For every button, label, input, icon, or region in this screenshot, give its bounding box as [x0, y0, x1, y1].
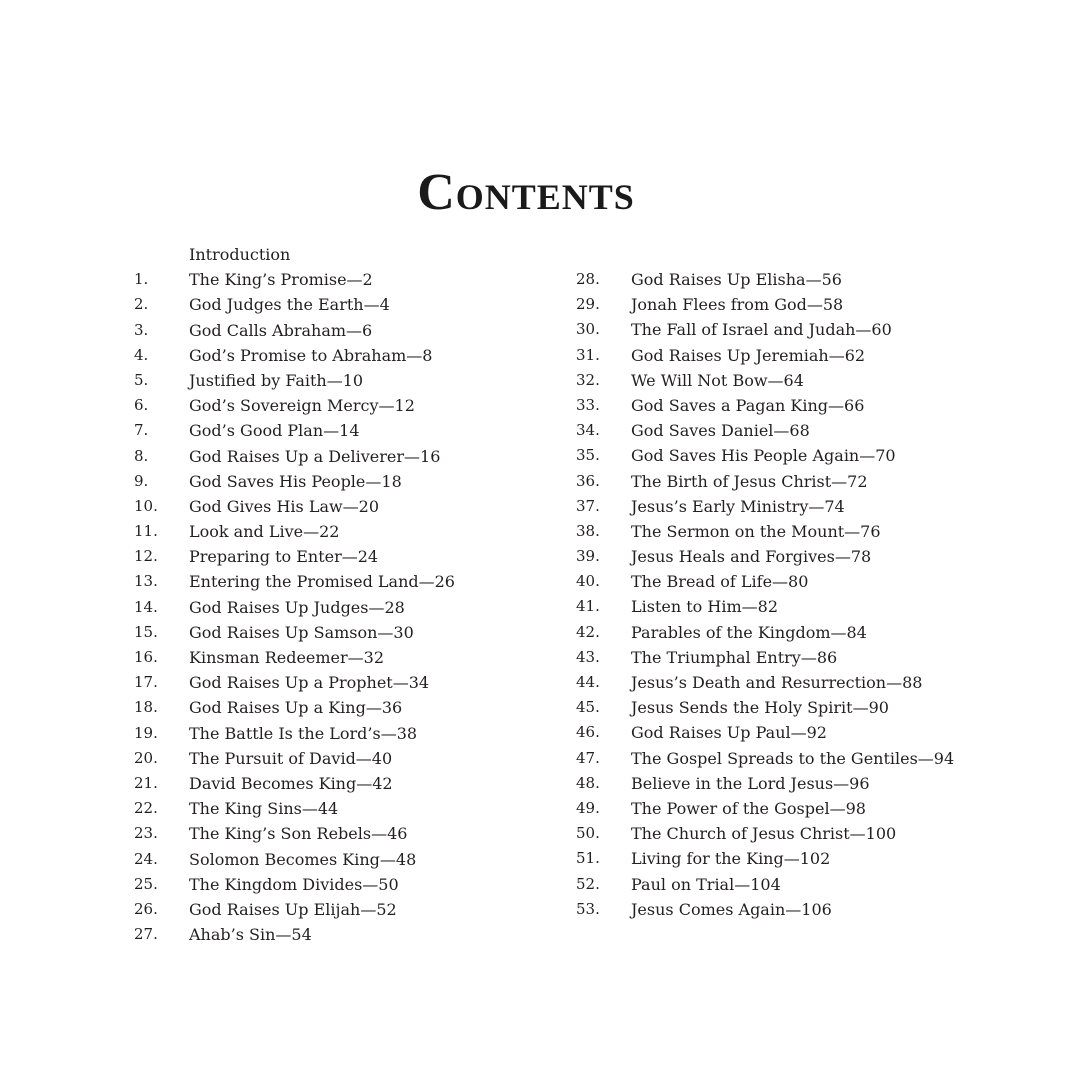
toc-entry	[134, 494, 554, 519]
toc-entry	[134, 645, 554, 670]
toc-entry	[576, 368, 1056, 393]
toc-entry	[576, 469, 1056, 494]
toc-entry-title: God Saves His People—18	[189, 471, 402, 491]
toc-entry-number: 33.	[576, 395, 600, 414]
toc-entry	[134, 595, 554, 620]
toc-entry	[576, 846, 1056, 871]
toc-entry-title: Ahab’s Sin—54	[189, 925, 312, 945]
toc-entry	[576, 494, 1056, 519]
toc-entry-title: God Saves His People Again—70	[631, 446, 896, 466]
toc-entry	[576, 872, 1056, 897]
toc-entry	[576, 443, 1056, 468]
toc-entry-title: David Becomes King—42	[189, 773, 393, 793]
toc-entry-title: Jesus’s Early Ministry—74	[631, 496, 845, 516]
toc-entry-title: Introduction	[189, 245, 291, 264]
toc-right-column	[576, 267, 1056, 922]
toc-entry-number: 50.	[576, 824, 600, 843]
toc-entry	[134, 418, 554, 443]
toc-entry-title: The Birth of Jesus Christ—72	[631, 471, 868, 491]
toc-entry-number: 49.	[576, 798, 600, 817]
toc-entry	[134, 847, 554, 872]
toc-entry-number: 30.	[576, 320, 600, 339]
toc-entry	[576, 544, 1056, 569]
toc-entry-number: 13.	[134, 572, 158, 591]
toc-entry-title: Jesus Comes Again—106	[631, 899, 832, 919]
toc-entry	[134, 393, 554, 418]
toc-entry-title: We Will Not Bow—64	[631, 370, 804, 390]
toc-entry-number: 17.	[134, 673, 158, 692]
toc-entry-title: God Raises Up a Prophet—34	[189, 673, 430, 693]
toc-entry-number: 44.	[576, 673, 600, 691]
toc-entry	[134, 569, 554, 594]
toc-entry-number: 10.	[134, 496, 158, 515]
toc-entry-title: Parables of the Kingdom—84	[631, 622, 867, 642]
toc-entry	[134, 368, 554, 393]
toc-entry-number: 18.	[134, 698, 158, 717]
toc-entry-number: 6.	[134, 396, 149, 415]
toc-entry-number: 5.	[134, 370, 149, 389]
toc-entry-title: God Gives His Law—20	[189, 496, 380, 516]
toc-entry-title: God Raises Up a King—36	[189, 698, 403, 718]
toc-entry-title: The Triumphal Entry—86	[631, 647, 838, 667]
toc-entry-title: God Calls Abraham—6	[189, 320, 373, 340]
toc-entry-number: 14.	[134, 597, 158, 616]
toc-entry-title: Jesus Heals and Forgives—78	[631, 547, 872, 567]
toc-entry-number: 22.	[134, 799, 158, 818]
toc-entry-title: Believe in the Lord Jesus—96	[631, 773, 870, 793]
toc-entry	[576, 292, 1056, 317]
toc-entry-title: The Gospel Spreads to the Gentiles—94	[631, 748, 955, 768]
toc-entry-title: God Raises Up Samson—30	[189, 622, 414, 642]
toc-entry-number: 8.	[134, 446, 149, 465]
toc-entry-number: 32.	[576, 370, 600, 389]
toc-entry-number: 24.	[134, 849, 158, 868]
toc-entry-title: Kinsman Redeemer—32	[189, 648, 385, 667]
toc-entry	[576, 670, 1056, 695]
toc-entry-number: 7.	[134, 421, 149, 440]
toc-entry-number: 20.	[134, 748, 158, 767]
toc-entry-number: 34.	[576, 421, 600, 440]
toc-entry-title: God Raises Up Elisha—56	[631, 270, 842, 289]
toc-entry-number: 40.	[576, 572, 600, 591]
toc-entry-number: 51.	[576, 849, 600, 868]
toc-entry	[134, 343, 554, 368]
toc-entry	[134, 771, 554, 796]
toc-entry-number: 48.	[576, 773, 600, 792]
toc-entry	[576, 746, 1056, 771]
toc-entry-title: Paul on Trial—104	[631, 874, 781, 894]
toc-entry	[134, 469, 554, 494]
toc-entry-title: The Church of Jesus Christ—100	[631, 824, 897, 844]
toc-entry-number: 39.	[576, 547, 600, 566]
toc-entry-number: 19.	[134, 723, 158, 742]
toc-entry-title: The King’s Promise—2	[189, 270, 373, 290]
toc-entry	[576, 317, 1056, 342]
toc-entry	[576, 620, 1056, 645]
toc-entry-number: 1.	[134, 270, 149, 289]
toc-entry-title: God Judges the Earth—4	[189, 295, 390, 315]
toc-entry-title: God’s Good Plan—14	[189, 421, 360, 441]
toc-entry-title: God’s Sovereign Mercy—12	[189, 396, 415, 416]
toc-entry-number: 52.	[576, 874, 600, 893]
toc-entry	[134, 444, 554, 469]
toc-entry-number: 53.	[576, 899, 600, 918]
toc-entry	[576, 821, 1056, 846]
toc-entry	[134, 872, 554, 897]
toc-entry	[134, 292, 554, 317]
toc-entry-number: 28.	[576, 270, 600, 288]
toc-entry	[134, 267, 554, 292]
toc-entry	[134, 519, 554, 544]
toc-entry-title: God Saves Daniel—68	[631, 421, 810, 441]
toc-entry-title: God Raises Up Jeremiah—62	[631, 345, 866, 365]
toc-entry-number: 3.	[134, 320, 149, 339]
toc-entry	[134, 897, 554, 922]
toc-entry-number: 45.	[576, 698, 600, 717]
toc-entry-number: 11.	[134, 522, 158, 541]
toc-entry-number: 2.	[134, 295, 149, 314]
toc-entry-title: The Kingdom Divides—50	[189, 874, 399, 894]
toc-entry	[576, 569, 1056, 594]
toc-entry-number: 35.	[576, 446, 600, 465]
toc-entry-title: Living for the King—102	[631, 849, 831, 869]
toc-entry-number: 42.	[576, 622, 600, 641]
toc-entry	[576, 695, 1056, 720]
toc-entry-title: Entering the Promised Land—26	[189, 572, 455, 592]
toc-entry-title: God Raises Up Elijah—52	[189, 899, 397, 919]
toc-entry-number: 47.	[576, 748, 600, 767]
toc-entry	[576, 771, 1056, 796]
toc-entry-number: 21.	[134, 773, 158, 792]
toc-entry	[134, 544, 554, 569]
toc-entry-title: The Fall of Israel and Judah—60	[631, 320, 892, 340]
toc-entry-number: 38.	[576, 521, 600, 540]
toc-entry-number: 16.	[134, 648, 158, 666]
toc-entry-title: The Bread of Life—80	[631, 572, 809, 592]
toc-entry	[576, 897, 1056, 922]
toc-entry-title: The Sermon on the Mount—76	[631, 521, 881, 541]
toc-entry	[576, 720, 1056, 745]
toc-entry-number: 15.	[134, 622, 158, 641]
toc-entry-number: 43.	[576, 647, 600, 666]
toc-entry-number: 12.	[134, 547, 158, 566]
toc-entry-number: 41.	[576, 597, 600, 616]
toc-entry-title: Preparing to Enter—24	[189, 547, 379, 567]
toc-entry-title: Listen to Him—82	[631, 597, 778, 617]
toc-entry-title: Jesus Sends the Holy Spirit—90	[631, 698, 889, 718]
toc-entry	[576, 519, 1056, 544]
toc-entry-number: 46.	[576, 723, 600, 742]
toc-entry	[576, 343, 1056, 368]
toc-entry	[134, 821, 554, 846]
toc-entry-title: The Battle Is the Lord’s—38	[189, 723, 418, 743]
toc-entry	[576, 418, 1056, 443]
toc-entry-title: Jonah Flees from God—58	[631, 295, 844, 315]
toc-entry-number: 31.	[576, 345, 600, 364]
toc-entry	[134, 670, 554, 695]
toc-entry-number: 36.	[576, 471, 600, 490]
toc-entry	[134, 746, 554, 771]
toc-entry	[576, 645, 1056, 670]
toc-entry-title: The Pursuit of David—40	[189, 748, 393, 768]
toc-entry-title: The King Sins—44	[189, 799, 339, 819]
toc-entry	[576, 393, 1056, 418]
toc-entry	[134, 721, 554, 746]
toc-entry-number: 23.	[134, 824, 158, 843]
toc-entry-title: Solomon Becomes King—48	[189, 849, 417, 869]
toc-entry-number: 37.	[576, 496, 600, 515]
toc-entry	[134, 620, 554, 645]
toc-entry	[576, 796, 1056, 821]
toc-entry-title: God Raises Up Judges—28	[189, 597, 405, 617]
page-title: Contents	[417, 163, 635, 221]
toc-entry-number: 4.	[134, 345, 149, 364]
toc-entry-title: Justified by Faith—10	[189, 370, 364, 390]
toc-entry	[134, 695, 554, 720]
toc-entry	[576, 267, 1056, 292]
toc-entry-number: 29.	[576, 295, 600, 314]
toc-entry-number: 9.	[134, 471, 149, 490]
toc-entry	[134, 922, 554, 947]
toc-entry	[134, 242, 554, 267]
toc-left-column	[134, 242, 554, 947]
toc-entry-number: 25.	[134, 874, 158, 893]
toc-entry-title: God Saves a Pagan King—66	[631, 395, 865, 415]
toc-entry-number: 26.	[134, 899, 158, 918]
toc-entry-number: 27.	[134, 925, 158, 944]
toc-entry-title: Jesus’s Death and Resurrection—88	[631, 673, 923, 692]
toc-entry-title: The King’s Son Rebels—46	[189, 824, 408, 844]
toc-entry-title: The Power of the Gospel—98	[631, 798, 866, 818]
toc-entry	[134, 796, 554, 821]
toc-entry	[576, 594, 1056, 619]
toc-entry-title: Look and Live—22	[189, 522, 340, 542]
toc-entry-title: God’s Promise to Abraham—8	[189, 345, 433, 365]
toc-entry	[134, 318, 554, 343]
toc-entry-title: God Raises Up a Deliverer—16	[189, 446, 441, 466]
toc-entry-title: God Raises Up Paul—92	[631, 723, 827, 743]
